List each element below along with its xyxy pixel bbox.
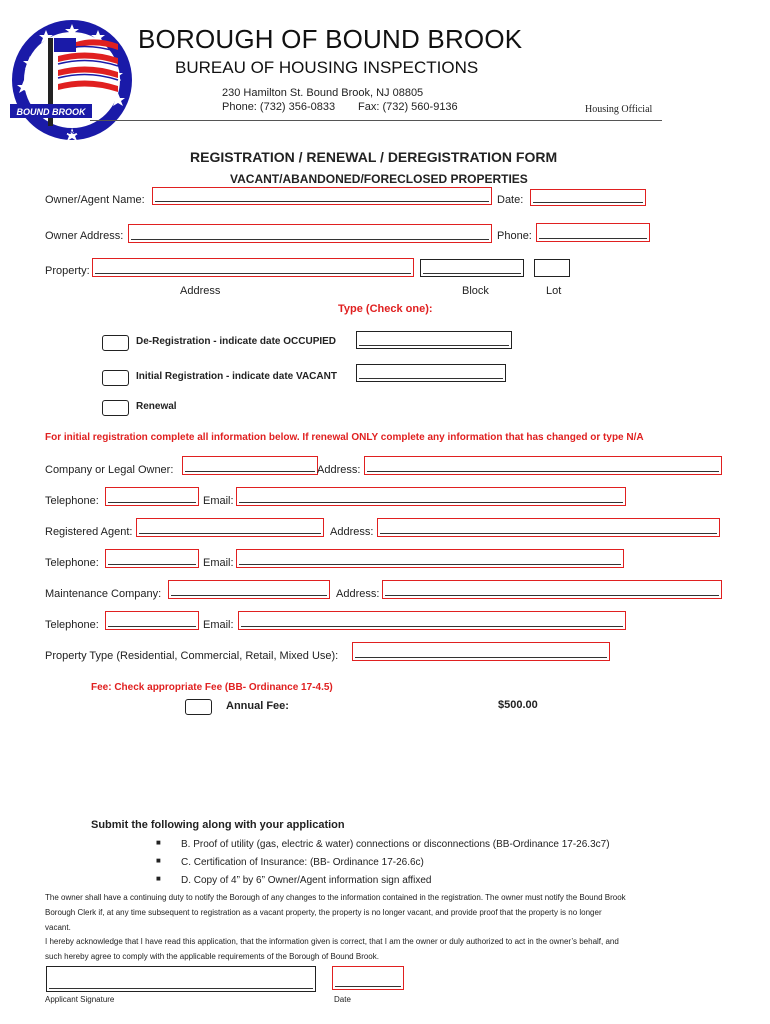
date-vacant-field[interactable] [356,364,506,382]
company-telephone-field[interactable] [105,487,199,506]
property-lot-field[interactable] [534,259,570,277]
bureau-name: BUREAU OF HOUSING INSPECTIONS [175,58,479,77]
renewal-label: Renewal [136,401,177,412]
agent-email-field[interactable] [236,549,624,568]
notice-line-1: The owner shall have a continuing duty to notify the Borough of any changes to the information contained in the registration. The owner must notify the Bound Brook [45,893,626,902]
housing-official-label: Housing Official [585,104,653,115]
company-email-field[interactable] [236,487,626,506]
submit-bullet-3: ■ [156,874,161,883]
email-label-1: Email: [203,495,234,507]
org-name: BOROUGH OF BOUND BROOK [138,24,523,54]
lot-caption: Lot [546,285,562,297]
form-subtitle: VACANT/ABANDONED/FORECLOSED PROPERTIES [230,172,528,186]
acknowledge-line-1: I hereby acknowledge that I have read this application, that the information given is correct, that I am the owner or duly authorized to act in the owner’s behalf, and [45,937,619,946]
address-caption: Address [180,285,221,297]
telephone-label-1: Telephone: [45,495,99,507]
form-title: REGISTRATION / RENEWAL / DEREGISTRATION FORM [190,149,558,165]
submit-bullet-1: ■ [156,838,161,847]
header-fax: Fax: (732) 560-9136 [358,101,458,113]
company-label: Company or Legal Owner: [45,464,174,476]
renewal-checkbox[interactable] [102,400,129,416]
company-address-field[interactable] [364,456,722,475]
submit-item-3: D. Copy of 4” by 6” Owner/Agent information sign affixed [181,875,432,886]
maintenance-email-field[interactable] [238,611,626,630]
initial-registration-checkbox[interactable] [102,370,129,386]
property-type-field[interactable] [352,642,610,661]
maintenance-company-field[interactable] [168,580,330,599]
maintenance-telephone-field[interactable] [105,611,199,630]
block-caption: Block [462,285,489,297]
telephone-label-2: Telephone: [45,557,99,569]
logo-year-text: 1681 [63,127,81,136]
annual-fee-checkbox[interactable] [185,699,212,715]
header-address: 230 Hamilton St. Bound Brook, NJ 08805 [222,87,424,99]
property-address-field[interactable] [92,258,414,277]
date-field[interactable] [530,189,646,206]
maintenance-address-label: Address: [336,588,380,600]
registered-agent-label: Registered Agent: [45,526,133,538]
signature-date-caption: Date [334,995,351,1004]
agent-address-label: Address: [330,526,374,538]
submit-bullet-2: ■ [156,856,161,865]
company-address-label: Address: [317,464,361,476]
header-rule [90,120,662,121]
registered-agent-field[interactable] [136,518,324,537]
logo-town-text: BOUND BROOK [16,107,86,117]
maintenance-address-field[interactable] [382,580,722,599]
owner-agent-name-field[interactable] [152,187,492,205]
initial-registration-label: Initial Registration - indicate date VACANT [136,371,337,382]
deregistration-checkbox[interactable] [102,335,129,351]
deregistration-label: De-Registration - indicate date OCCUPIED [136,336,337,347]
owner-address-field[interactable] [128,224,492,243]
annual-fee-label: Annual Fee: [226,700,289,712]
date-occupied-field[interactable] [356,331,512,349]
header-phone: Phone: (732) 356-0833 [222,101,336,113]
phone-field[interactable] [536,223,650,242]
maintenance-label: Maintenance Company: [45,588,162,600]
submit-heading: Submit the following along with your application [91,819,345,831]
company-owner-field[interactable] [182,456,318,475]
property-type-label: Property Type (Residential, Commercial, Retail, Mixed Use): [45,650,339,662]
signature-date-field[interactable] [332,966,404,990]
signature-caption: Applicant Signature [45,995,115,1004]
applicant-signature-field[interactable] [46,966,316,992]
submit-item-2: C. Certification of Insurance: (BB- Ordinance 17-26.6c) [181,857,424,868]
email-label-3: Email: [203,619,234,631]
instruction-text: For initial registration complete all information below. If renewal ONLY complete any information that has changed or type N/A [45,432,644,443]
owner-address-label: Owner Address: [45,230,124,242]
property-block-field[interactable] [420,259,524,277]
telephone-label-3: Telephone: [45,619,99,631]
agent-address-field[interactable] [377,518,720,537]
notice-line-2: Borough Clerk if, at any time subsequent to registration as a vacant property, the property is no longer vacant, and provide proof that the property is no longer [45,908,602,917]
property-label: Property: [45,265,90,277]
phone-label: Phone: [497,230,532,242]
notice-line-3: vacant. [45,923,71,932]
annual-fee-amount: $500.00 [498,699,538,711]
acknowledge-line-2: such hereby agree to comply with the applicable requirements of the Borough of Bound Brook. [45,952,379,961]
date-label: Date: [497,194,524,206]
email-label-2: Email: [203,557,234,569]
agent-telephone-field[interactable] [105,549,199,568]
owner-agent-label: Owner/Agent Name: [45,194,145,206]
submit-item-1: B. Proof of utility (gas, electric & water) connections or disconnections (BB-Ordinance 17-26.3c7) [181,839,610,850]
fee-heading: Fee: Check appropriate Fee (BB- Ordinance 17-4.5) [91,682,333,693]
borough-logo [6,8,134,142]
type-heading: Type (Check one): [338,303,433,315]
